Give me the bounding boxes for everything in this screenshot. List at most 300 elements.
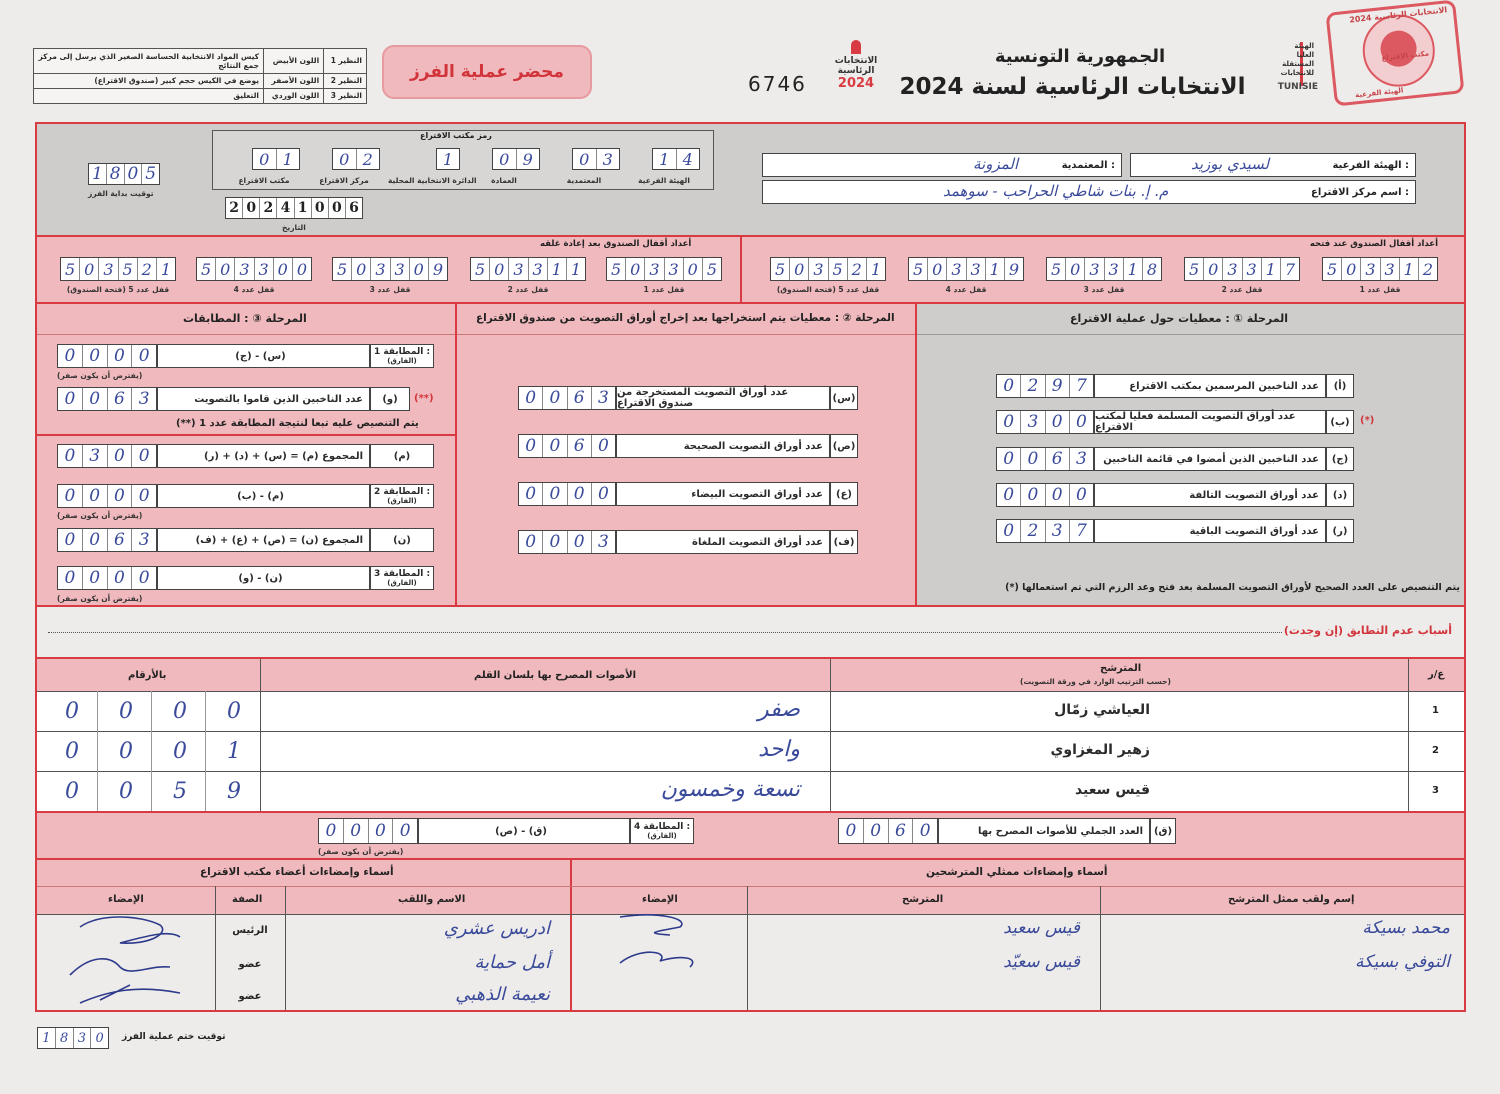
copies-cell-n: النظير 3 [324,88,367,103]
station-code-digit: 1 [276,149,300,169]
lock-number-digit: 3 [234,258,253,280]
candidate-votes-digit[interactable]: 1 [227,739,241,764]
lock-number-digit: 3 [508,258,527,280]
lock-number[interactable] [770,257,886,281]
lock-number-digit: 1 [1123,258,1142,280]
sum-m-value-digit: 0 [64,446,76,466]
stage1-digits[interactable] [996,483,1094,507]
lock-number-digit: 9 [428,258,447,280]
match4-digits[interactable] [318,818,418,844]
lock-number-digit: 3 [644,258,663,280]
end-time-label: توقيت ختم عملية الفرز [122,1032,226,1042]
lock-label: قفل عدد 2 [1221,285,1263,294]
reps-col-sig: الإمضاء [642,894,678,905]
stage2-value-digit: 0 [567,483,591,505]
stage2-value[interactable] [518,434,616,458]
stage2-digits[interactable] [518,434,616,458]
stage1-value[interactable] [996,447,1094,471]
station-code[interactable] [252,148,300,170]
total-q-value[interactable] [838,818,938,844]
lock-number-digit: 3 [1380,258,1399,280]
copies-row [34,73,367,88]
candidate-votes-digit[interactable]: 0 [119,739,133,764]
station-code-label: الهيئة الفرعية [638,176,690,185]
end-time-box [37,1027,109,1049]
stage1-value[interactable] [996,483,1094,507]
stage2-code: (ف) [830,530,858,554]
signature-member-3 [80,985,180,1003]
lock-field[interactable] [1322,257,1438,281]
stage2-label: عدد أوراق التصويت الصحيحة [616,434,830,458]
stage1-code: (ب) [1326,410,1354,434]
lock-number-digit: 3 [966,258,985,280]
total-q-value-digit: 0 [912,819,937,843]
sum-n-digits[interactable] [57,528,157,552]
lock-number-digit: 3 [808,258,827,280]
lock-field[interactable] [60,257,176,281]
total-q-code: (ق) [1150,818,1176,844]
date[interactable] [225,197,363,219]
copies-row [34,49,367,74]
stage1-value-digit: 6 [1045,448,1069,470]
lock-number-digit: 9 [1004,258,1023,280]
stage2-code: (ع) [830,482,858,506]
match2-value-digit: 0 [107,485,132,507]
lock-field[interactable] [470,257,586,281]
stage2-value-digit: 3 [591,531,615,553]
copies-cell-n: النظير 2 [324,73,367,88]
match2-value-digit: 0 [64,486,76,506]
lock-number-digit: 0 [1203,258,1222,280]
lock-number[interactable] [1322,257,1438,281]
lock-label: قفل عدد 4 [945,285,987,294]
match4-value-digit: 0 [343,819,368,843]
stage1-value-digit: 7 [1069,520,1093,542]
lock-number-digit: 0 [683,258,702,280]
member-name[interactable]: ادريس عشري [443,918,550,939]
members-col-sig: الإمضاء [108,894,144,905]
date-digit: 0 [311,198,328,218]
station-code-digit: 0 [499,149,510,169]
stage2-code: (ص) [830,434,858,458]
lock-number[interactable] [1184,257,1300,281]
lock-number-digit: 3 [946,258,965,280]
copies-cell-color: اللون الأصفر [264,73,324,88]
station-code-field[interactable] [652,148,700,170]
stage1-value-digit: 0 [1069,484,1093,506]
voters-digits[interactable] [57,387,157,411]
copies-cell-desc: يوضع في الكيس حجم كبير (صندوق الاقتراع) [34,73,264,88]
locks-close-title: أعداد أقفال الصندوق بعد إعادة غلقه [540,239,692,249]
match1-value-digit: 0 [107,345,132,367]
station-code-label: مكتب الاقتراع [238,176,290,185]
center-field[interactable]: م. إ. بنات شاطي الحراحب - سوهمد اسم مركز الاقتراع : [762,180,1416,204]
stage1-value[interactable] [996,374,1094,398]
match2-digits[interactable] [57,484,157,508]
match3-value-digit: 0 [131,567,156,589]
stage1-digits[interactable] [996,519,1094,543]
lock-number-digit: 1 [566,258,585,280]
stage3-title: المرحلة ③ : المطابقات [183,312,307,325]
rep-name[interactable]: محمد بسيكة [1362,918,1450,938]
start-time-digit: 8 [106,164,124,184]
candidate-number: 1 [1432,705,1439,716]
match4-value[interactable] [318,818,418,844]
stage2-title: المرحلة ② : معطيات يتم استخراجها بعد إخراج أوراق التصويت من صندوق الاقتراع [476,312,895,324]
date-digit: 1 [294,198,311,218]
voters-value-digit: 0 [64,389,76,409]
match4-value-digit: 0 [325,821,337,841]
signature-member-1 [80,917,180,943]
lock-number-digit: 0 [79,258,98,280]
stage2-value[interactable] [518,482,616,506]
rep-name[interactable]: التوفي بسيكة [1354,952,1450,972]
match2-zero-note: (يفترض أن يكون صفر) [57,511,143,520]
station-code-digit: 0 [579,149,590,169]
stage1-value-digit: 2 [1020,520,1044,542]
candidate-name: العياشي زمّال [1054,702,1150,718]
lock-field[interactable] [332,257,448,281]
match1-formula: (ج) - (س) [157,344,370,368]
sum-n-code: (ن) [370,528,434,552]
stage2-value-digit: 6 [567,435,591,457]
match1-value-digit: 0 [131,345,156,367]
sum-n-value[interactable] [57,528,157,552]
stage2-value-digit: 6 [567,387,591,409]
stage2-value-digit: 0 [542,435,566,457]
match3-value[interactable] [57,566,157,590]
lock-number-digit: 0 [489,258,508,280]
member-name[interactable]: نعيمة الذهبي [455,984,550,1005]
match3-formula: (و) - (ن) [157,566,370,590]
lock-number-digit: 5 [1326,259,1338,279]
stage1-digits[interactable] [996,374,1094,398]
lock-number-digit: 7 [1280,258,1299,280]
lock-number-digit: 0 [409,258,428,280]
lock-number-digit: 5 [1050,259,1062,279]
stage2-label: عدد أوراق التصويت الملغاة [616,530,830,554]
stage1-value-digit: 0 [1003,485,1015,505]
stage1-value[interactable] [996,410,1094,434]
match1-value[interactable] [57,344,157,368]
sum-n-value-digit: 6 [107,529,132,551]
voters-value[interactable] [57,387,157,411]
end-time-digit: 0 [90,1028,108,1048]
stage1-value-digit: 0 [1045,411,1069,433]
station-code[interactable] [332,148,380,170]
station-code-digit: 2 [356,149,380,169]
republic-title: الجمهورية التونسية [994,46,1166,67]
lock-field[interactable] [1184,257,1300,281]
stage1-title: المرحلة ① : معطيات حول عملية الاقتراع [1070,312,1288,325]
voters-code: (و) [370,387,410,411]
start-time-label: توقيت بداية الفرز [88,189,154,198]
lock-number[interactable] [196,257,312,281]
lock-number[interactable] [60,257,176,281]
candidate-name: قيس سعيد [1074,782,1150,798]
station-code-label: العمادة [491,176,517,185]
copies-table [33,48,367,104]
date-digit: 2 [259,198,276,218]
stage1-label: عدد أوراق التصويت التالفة [1094,483,1326,507]
match1-label: المطابقة 1 : (الفارق) [370,344,434,368]
lock-field[interactable] [908,257,1024,281]
end-time[interactable] [37,1027,109,1049]
station-code-field[interactable] [572,148,620,170]
lock-number-digit: 5 [336,259,348,279]
stage2-value-digit: 0 [525,484,537,504]
start-time-digit: 5 [141,164,159,184]
lock-field[interactable] [770,257,886,281]
lock-label: قفل عدد 1 [643,285,685,294]
lock-number-digit: 0 [1341,258,1360,280]
candidate-votes-digit[interactable]: 0 [65,779,79,804]
match3-value-digit: 0 [107,567,132,589]
total-q-label: العدد الجملي للأصوات المصرح بها [938,818,1150,844]
candidate-votes-digit[interactable]: 0 [227,699,241,724]
stage2-value-digit: 0 [591,435,615,457]
lock-number-digit: 0 [292,258,311,280]
station-code-field[interactable] [332,148,380,170]
match2-value-digit: 0 [131,485,156,507]
start-time[interactable] [88,163,160,185]
lock-number-digit: 1 [547,258,566,280]
station-code-digit: 0 [259,149,270,169]
serial-number: 6746 [748,72,807,96]
lock-number-digit: 0 [1065,258,1084,280]
signature-rep-1 [620,915,682,935]
voters-note: (**) يتم التنصيص عليه تبعا لنتيجة المطابقة عدد 1 [176,418,419,429]
copies-cell-desc: كيس المواد الانتخابية الحساسة الصغير الذي يرسل إلى مركز جمع النتائج [34,49,264,74]
mismatch-line[interactable] [48,632,1282,633]
voters-value-digit: 3 [131,388,156,410]
date-box [225,197,363,219]
stage1-code: (د) [1326,483,1354,507]
candidate-votes-words[interactable]: تسعة وخمسون [660,777,800,802]
copies-cell-n: النظير 1 [324,49,367,74]
col-name-sub: (حسب الترتيب الوارد في ورقة التصويت) [1020,677,1171,686]
copies-row [34,88,367,103]
stage1-star: (*) [1360,415,1375,426]
isie-logo: الهيئة العليا المستقلة للانتخابات TUNISIE [1277,42,1318,92]
stage1-value[interactable] [996,519,1094,543]
lock-number[interactable] [1046,257,1162,281]
lock-number[interactable] [606,257,722,281]
candidate-votes-words[interactable]: واحد [758,737,800,762]
election-logo: الانتخابات الرئاسية 2024 [830,40,882,108]
reps-col-rep: إسم ولقب ممثل المترشح [1228,894,1355,905]
lock-number-digit: 3 [1104,258,1123,280]
lock-number-digit: 3 [1360,258,1379,280]
stage1-value-digit: 0 [1003,376,1015,396]
start-time-box [88,163,160,185]
lock-number-digit: 3 [1242,258,1261,280]
lock-field[interactable] [196,257,312,281]
stage2-code: (س) [830,386,858,410]
match3-digits[interactable] [57,566,157,590]
candidate-votes-digit[interactable]: 0 [119,699,133,724]
total-q-value-digit: 0 [863,819,888,843]
station-code-field[interactable] [492,148,540,170]
sum-m-value-digit: 0 [107,445,132,467]
stage2-value[interactable] [518,386,616,410]
reps-col-cand: المترشح [902,894,944,905]
lock-number[interactable] [908,257,1024,281]
copies-cell-desc: التعليق [34,88,264,103]
stage1-value-digit: 0 [1069,411,1093,433]
copies-cell-color: اللون الوردي [264,88,324,103]
member-name[interactable]: أمل حماية [474,952,550,973]
lock-number-digit: 5 [118,258,137,280]
lock-number-digit: 0 [351,258,370,280]
match1-digits[interactable] [57,344,157,368]
sum-n-value-digit: 0 [64,530,76,550]
stage1-value-digit: 0 [1003,521,1015,541]
station-code[interactable] [572,148,620,170]
match3-value-digit: 0 [64,568,76,588]
station-code-label: الدائرة الانتخابية المحلية [388,176,477,185]
sum-n-label: المجموع (ن) = (ص) + (ع) + (ف) [157,528,370,552]
members-col-role: الصفة [232,894,263,905]
stage2-value-digit: 0 [542,387,566,409]
date-digit: 0 [242,198,259,218]
col-name-header: المترشح [1100,663,1142,674]
signature-rep-2 [620,952,693,967]
stage2-value-digit: 0 [591,483,615,505]
date-label: التاريخ [282,223,306,232]
station-code-field[interactable] [252,148,300,170]
end-time-digit: 8 [55,1028,73,1048]
official-stamp: الانتخابات الرئاسية 2024 مكتب الاقتراع الهيئة الفرعية [1325,0,1464,107]
lock-number-digit: 3 [254,258,273,280]
lock-number-digit: 3 [664,258,683,280]
match1-value-digit: 0 [82,345,107,367]
total-q-value-digit: 6 [888,819,913,843]
station-code[interactable] [436,148,460,170]
voters-star: (**) [414,393,434,404]
stage2-digits[interactable] [518,530,616,554]
candidate-votes-words[interactable]: صفر [758,697,800,722]
station-code[interactable] [652,148,700,170]
lock-label: قفل عدد 5 (فتحة الصندوق) [66,285,170,294]
lock-label: قفل عدد 1 [1359,285,1401,294]
lock-number-digit: 0 [625,258,644,280]
lock-number-digit: 5 [610,259,622,279]
stage1-label: عدد أوراق التصويت المسلمة فعليا لمكتب الاقتراع [1094,410,1326,434]
station-code[interactable] [492,148,540,170]
stage1-code: (أ) [1326,374,1354,398]
lock-number-digit: 1 [156,258,175,280]
station-code-field[interactable] [436,148,460,170]
signature-member-2 [70,959,170,975]
stage1-code: (ج) [1326,447,1354,471]
doc-title: محضر عملية الفرز [410,62,564,82]
end-time-digit: 1 [42,1030,51,1046]
stage1-digits[interactable] [996,410,1094,434]
start-time-digit: 0 [124,164,142,184]
member-role: الرئيس [232,925,268,936]
candidate-votes-digit[interactable]: 5 [173,779,187,804]
sum-m-value[interactable] [57,444,157,468]
candidate-votes-digit[interactable]: 0 [119,779,133,804]
members-title: أسماء وإمضاءات أعضاء مكتب الاقتراع [200,866,394,878]
stage1-value-digit: 0 [1020,484,1044,506]
lock-number-digit: 1 [866,258,885,280]
election-title: الانتخابات الرئاسية لسنة 2024 [899,74,1246,100]
rep-candidate[interactable]: قيس سعيد [1003,918,1080,938]
rep-candidate[interactable]: قيس سعيّد [1003,952,1080,972]
stage1-note: (*) يتم التنصيص على العدد الصحيح لأوراق التصويت المسلمة بعد فتح وعد الرزم التي تم استعمالها [1005,582,1460,593]
candidate-votes-digit[interactable]: 0 [65,699,79,724]
stage2-digits[interactable] [518,482,616,506]
lock-number[interactable] [470,257,586,281]
total-q-digits[interactable] [838,818,938,844]
total-q-value-digit: 0 [845,821,857,841]
match4-zero-note: (يفترض أن يكون صفر) [318,847,404,856]
date-digit: 2 [229,200,239,216]
lock-number-digit: 5 [474,259,486,279]
candidate-number: 3 [1432,785,1439,796]
copies-cell-color: اللون الأبيض [264,49,324,74]
stage1-digits[interactable] [996,447,1094,471]
match4-value-digit: 0 [392,819,417,843]
lock-number-digit: 3 [1084,258,1103,280]
stage2-value-digit: 0 [567,531,591,553]
sum-m-digits[interactable] [57,444,157,468]
candidate-votes-digit[interactable]: 0 [65,739,79,764]
candidate-votes-digit[interactable]: 9 [227,779,241,804]
lock-number-digit: 3 [528,258,547,280]
lock-number-digit: 5 [912,259,924,279]
branch-field[interactable]: لسيدي بوزيد الهيئة الفرعية : [1130,153,1416,177]
delegation-field[interactable]: المزونة المعتمدية : [762,153,1122,177]
col-digits-header: بالأرقام [128,670,167,681]
stage1-label: عدد الناخبين المرسمين بمكتب الاقتراع [1094,374,1326,398]
match1-value-digit: 0 [64,346,76,366]
stage2-digits[interactable] [518,386,616,410]
lock-label: قفل عدد 3 [369,285,411,294]
lock-number-digit: 0 [927,258,946,280]
doc-title-badge [382,45,592,99]
stage2-value-digit: 0 [525,532,537,552]
lock-number-digit: 1 [1399,258,1418,280]
lock-number-digit: 5 [64,259,76,279]
stage1-value-digit: 9 [1045,375,1069,397]
lock-field[interactable] [1046,257,1162,281]
mismatch-label: أسباب عدم التطابق (إن وجدت) [1283,624,1452,637]
lock-field[interactable] [606,257,722,281]
match4-formula: (ص) - (ق) [418,818,630,844]
stage1-label: عدد أوراق التصويت الباقية [1094,519,1326,543]
lock-number-digit: 5 [828,258,847,280]
match2-value[interactable] [57,484,157,508]
candidate-votes-digit[interactable]: 0 [173,739,187,764]
stage2-value-digit: 3 [591,387,615,409]
candidate-votes-digit[interactable]: 0 [173,699,187,724]
lock-number-digit: 3 [1222,258,1241,280]
stage2-value-digit: 0 [525,388,537,408]
member-role: عضو [238,991,262,1002]
date-digit: 0 [328,198,345,218]
lock-number-digit: 5 [1188,259,1200,279]
lock-number-digit: 1 [985,258,1004,280]
lock-number[interactable] [332,257,448,281]
stage1-value-digit: 3 [1045,520,1069,542]
stage2-value[interactable] [518,530,616,554]
match2-formula: (ب) - (م) [157,484,370,508]
match4-label: المطابقة 4 : (الفارق) [630,818,694,844]
match2-value-digit: 0 [82,485,107,507]
